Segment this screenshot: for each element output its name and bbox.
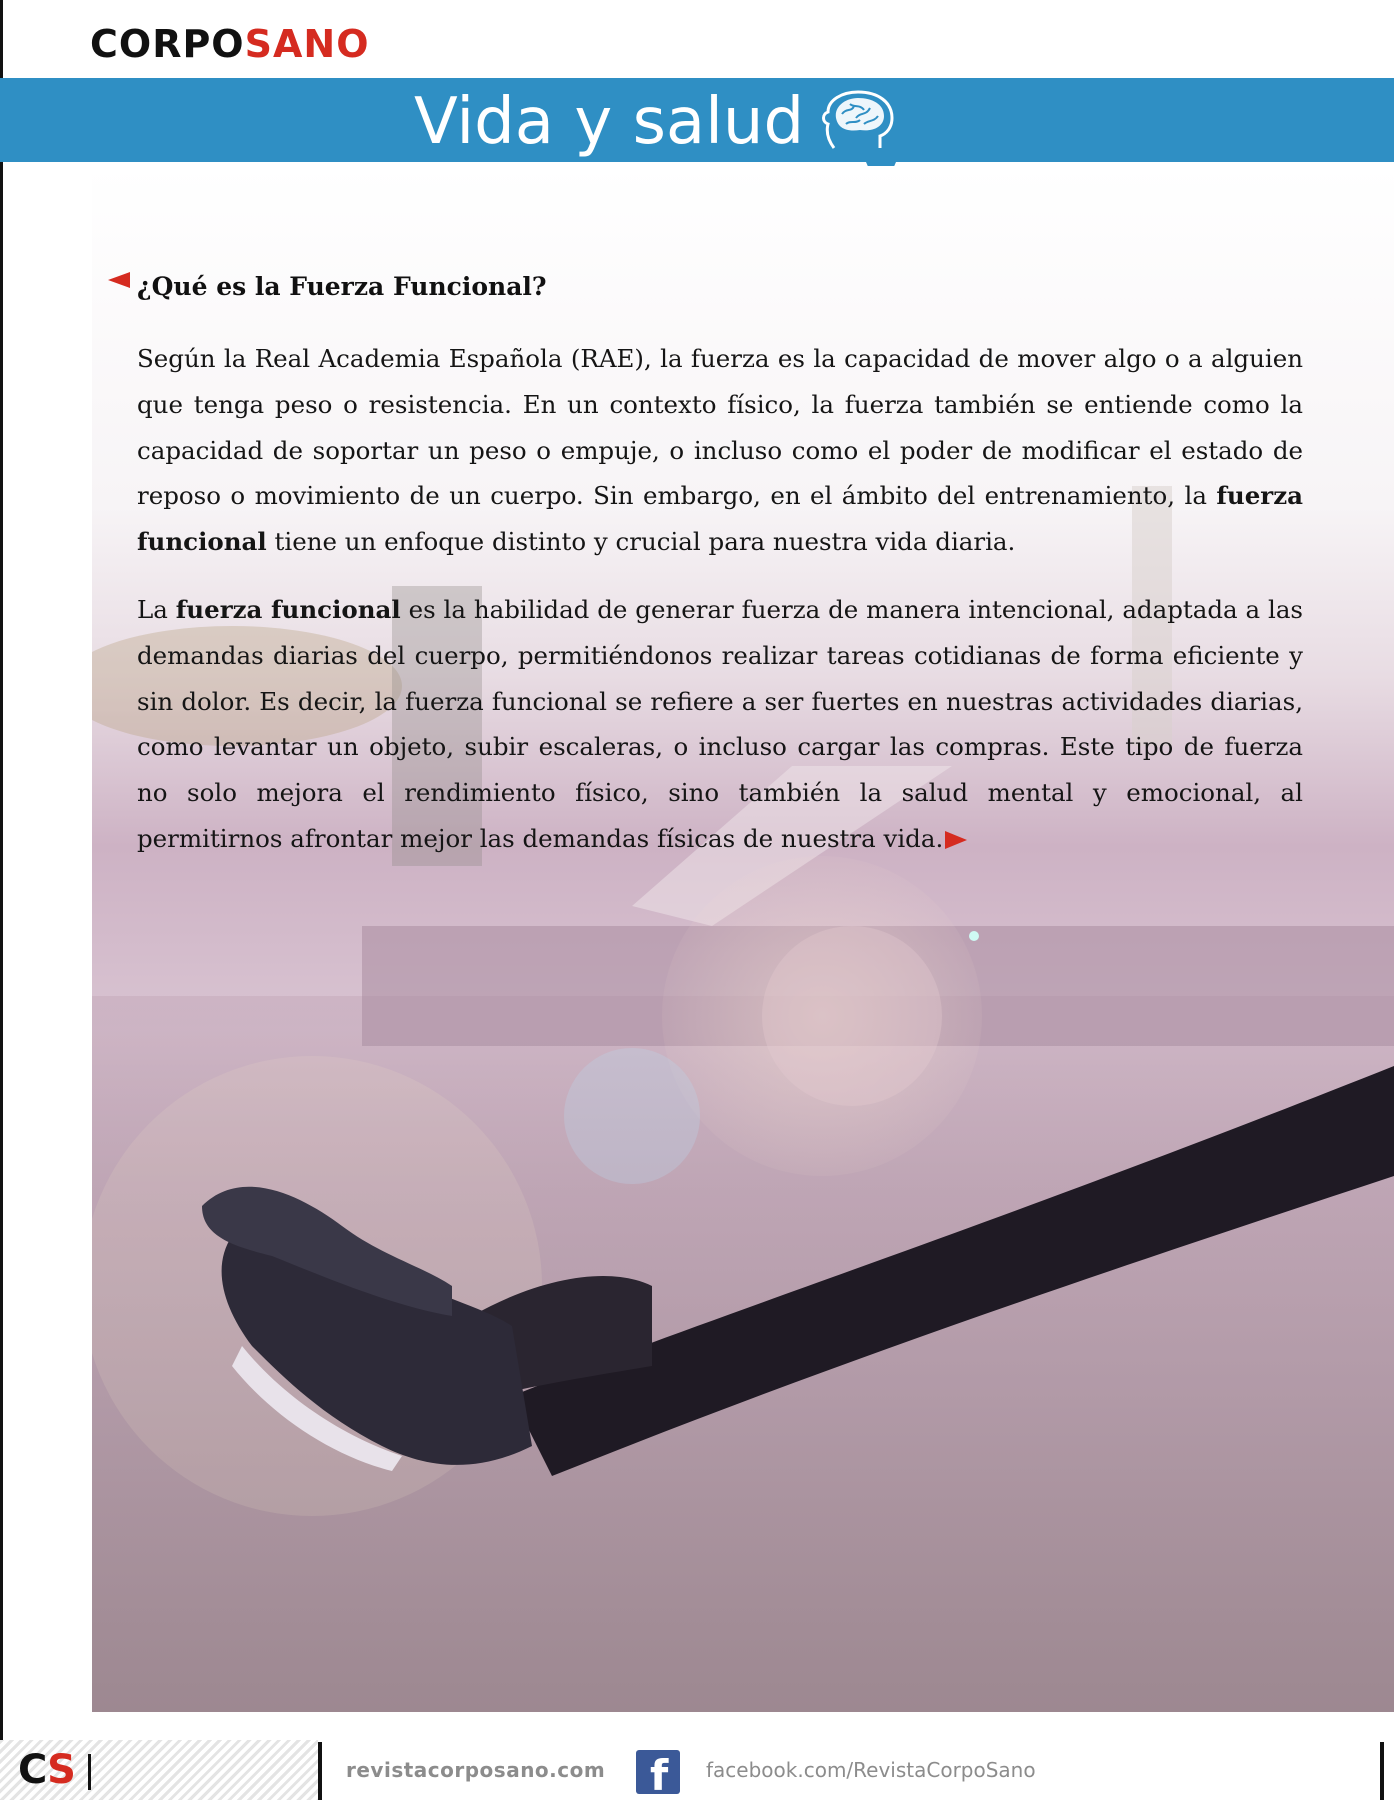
paragraph-1-text-a: Según la Real Academia Española (RAE), la fuerza es la capacidad de mover algo o a alguien que tenga peso o resistencia. En un contexto físico, la fuerza también se entiende como la capacidad de soportar un peso o empuje, o incluso como el poder de modificar el estado de reposo o movimiento de un cuerpo. Sin embargo, en el ámbito del entrenamiento, la <box>137 344 1303 511</box>
paragraph-2 <box>137 587 1303 862</box>
footer-divider <box>318 1742 322 1800</box>
page-left-border <box>0 0 3 1800</box>
paragraph-2-bold: fuerza funcional <box>175 595 401 624</box>
paragraph-2-text-b: es la habilidad de generar fuerza de manera intencional, adaptada a las demandas diarias del cuerpo, permitiéndonos realizar tareas cotidianas de forma eficiente y sin dolor. Es decir, la fuerza funcional se refiere a ser fuertes en nuestras actividades diarias, como levantar un objeto, subir escaleras, o incluso cargar las compras. Este tipo de fuerza no solo mejora el rendimiento físico, sino también la salud mental y emocional, al permitirnos afrontar mejor las demandas físicas de nuestra vida. <box>137 595 1303 853</box>
footer-logo-s: S <box>47 1747 75 1793</box>
footer-facebook-link[interactable]: facebook.com/RevistaCorpoSano <box>706 1758 1036 1782</box>
section-title: Vida y salud <box>414 85 805 159</box>
brand-sano: SANO <box>244 22 370 66</box>
paragraph-1-text-b: tiene un enfoque distinto y crucial para nuestra vida diaria. <box>266 527 1016 557</box>
facebook-icon[interactable] <box>636 1750 680 1794</box>
paragraph-1 <box>137 336 1303 565</box>
footer-logo-c: C <box>18 1747 48 1793</box>
paragraph-2-text-a: La <box>137 595 176 624</box>
footer <box>0 1740 1394 1800</box>
article-heading: ¿Qué es la Fuerza Funcional? <box>137 272 547 301</box>
brand-corpo: CORPO <box>90 22 245 66</box>
facebook-icon-glyph: f <box>650 1751 669 1794</box>
footer-logo-bar <box>88 1754 91 1790</box>
end-marker-icon <box>945 831 967 849</box>
footer-website[interactable]: revistacorposano.com <box>346 1758 606 1782</box>
heading-marker-icon <box>108 272 130 288</box>
footer-logo <box>18 1748 75 1792</box>
brain-head-icon <box>818 88 898 154</box>
footer-right-bar <box>1380 1742 1384 1800</box>
masthead-logo <box>90 22 370 66</box>
paragraph-1-bold: fuerza funcional <box>137 481 1303 557</box>
